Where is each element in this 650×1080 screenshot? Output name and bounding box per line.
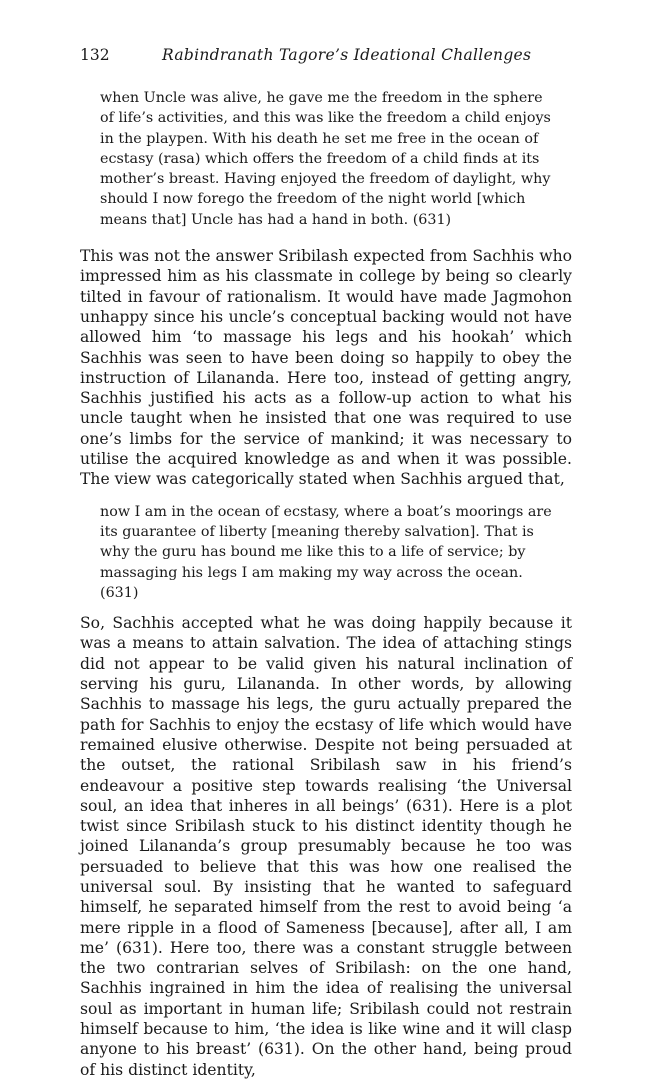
page-number: 132 — [80, 46, 110, 64]
running-title: Rabindranath Tagore’s Ideational Challenges — [162, 46, 532, 64]
paragraph-1: This was not the answer Sribilash expected from Sachhis who impressed him as his classmate in college by being so clearly tilted in favour of rationalism. It would have made Jagmohon unhappy since his uncle’s conceptual backing would not have allowed him ‘to massage his legs and his hookah’ which Sachhis was seen to have been doing so happily to obey the instruction of Lilananda. Here too, instead of getting angry, Sachhis justified his acts as a follow-up action to what his uncle taught when he insisted that one was required to use one’s limbs for the service of mankind; it was necessary to utilise the acquired knowledge as and when it was possible. The view was categorically stated when Sachhis argued that, — [80, 247, 572, 489]
page-body — [80, 88, 572, 1080]
running-head — [80, 44, 572, 66]
paragraph-2: So, Sachhis accepted what he was doing happily because it was a means to attain salvation. The idea of attaching stings did not appear to be valid given his natural inclination of serving his guru, Lilananda. In other words, by allowing Sachhis to massage his legs, the guru actually prepared the path for Sachhis to enjoy the ecstasy of life which would have remained elusive otherwise. Despite not being persuaded at the outset, the rational Sribilash saw in his friend’s endeavour a positive step towards realising ‘the Universal soul, an idea that inheres in all beings’ (631). Here is a plot twist since Sribilash stuck to his distinct identity though he joined Lilananda’s group presumably because he too was persuaded to believe that this was how one realised the universal soul. By insisting that he wanted to safeguard himself, he separated himself from the rest to avoid being ‘a mere ripple in a flood of Sameness [because], after all, I am me’ (631). Here too, there was a constant struggle between the two contrarian selves of Sribilash: on the one hand, Sachhis ingrained in him the idea of realising the universal soul as important in human life; Sribilash could not restrain himself because to him, ‘the idea is like wine and it will clasp anyone to his breast’ (631). On the other hand, being proud of his distinct identity, — [80, 614, 572, 1079]
block-quote-2: now I am in the ocean of ecstasy, where a boat’s moorings are its guarantee of liberty [meaning thereby salvation]. That is why the guru has bound me like this to a life of service; by massaging his legs I am making my way across the ocean. (631) — [100, 503, 552, 601]
block-quote-1: when Uncle was alive, he gave me the freedom in the sphere of life’s activities, and this was like the freedom a child enjoys in the playpen. With his death he set me free in the ocean of ecstasy (rasa) which offers the freedom of a child finds at its mother’s breast. Having enjoyed the freedom of daylight, why should I now forego the freedom of the night world [which means that] Uncle has had a hand in both. (631) — [100, 90, 551, 228]
